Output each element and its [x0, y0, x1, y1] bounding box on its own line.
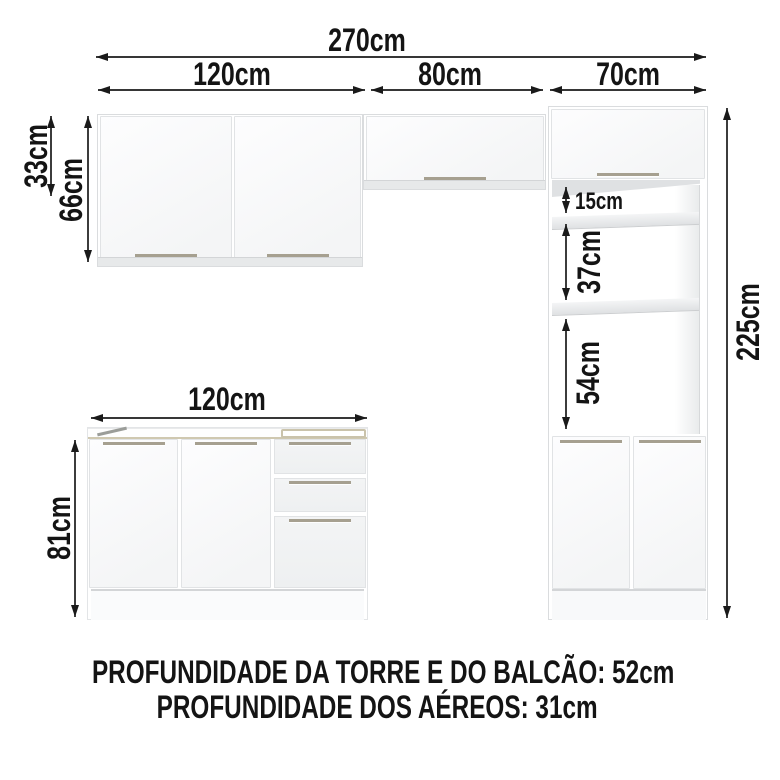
tower-plinth	[552, 589, 706, 620]
dim-label-tower-gap-bottom: 54cm	[570, 341, 606, 405]
wall-cabinet-middle	[363, 114, 546, 190]
dim-label-total-width: 270cm	[328, 22, 406, 58]
dim-label-base-width: 120cm	[188, 381, 266, 417]
base-cabinet-door-2	[181, 439, 271, 588]
tower-bottom-door-1	[552, 436, 630, 589]
door-handle	[103, 442, 165, 445]
dim-label-wall-left-width: 120cm	[193, 56, 271, 92]
depth-notes	[0, 655, 780, 725]
dim-label-tower-width: 70cm	[596, 56, 660, 92]
dim-label-total-height: 225cm	[730, 283, 766, 361]
cabinet-bottom-edge	[364, 180, 545, 189]
door-handle	[560, 440, 622, 443]
base-cabinet-drawer-1	[274, 439, 366, 474]
tower-top-door	[551, 109, 705, 179]
dim-label-wall-middle-width: 80cm	[418, 56, 482, 92]
depth-note-line-1: PROFUNDIDADE DA TORRE E DO BALCÃO: 52cm	[91, 654, 675, 690]
drawer-handle	[289, 519, 351, 522]
cabinet-bottom-edge	[98, 257, 362, 266]
wall-cabinet-left-door-2	[234, 116, 361, 260]
door-handle	[195, 442, 257, 445]
dim-label-wall-left-height: 66cm	[53, 158, 89, 222]
tower-bottom-door-2	[633, 436, 706, 589]
drawer-handle	[289, 481, 351, 484]
door-handle	[597, 173, 659, 176]
depth-note-line-2: PROFUNDIDADE DOS AÉREOS: 31cm	[156, 689, 598, 725]
sink-rim	[281, 429, 366, 438]
dim-label-tower-gap-top: 15cm	[575, 188, 623, 215]
wall-cabinet-left	[97, 114, 363, 267]
tower-inner-frame-line	[699, 185, 700, 434]
base-cabinet-drawer-2	[274, 478, 366, 512]
wall-cabinet-middle-door	[366, 116, 544, 182]
dim-label-base-height: 81cm	[41, 496, 77, 560]
drawer-handle	[289, 442, 351, 445]
base-cabinet-door-1	[89, 439, 178, 588]
door-handle	[639, 440, 701, 443]
dim-label-wall-middle-height: 33cm	[18, 124, 54, 188]
base-cabinet-plinth	[91, 589, 364, 620]
dim-label-tower-gap-middle: 37cm	[571, 230, 607, 294]
wall-cabinet-left-door-1	[100, 116, 232, 260]
base-cabinet	[87, 427, 368, 620]
base-cabinet-drawer-3	[274, 516, 366, 588]
